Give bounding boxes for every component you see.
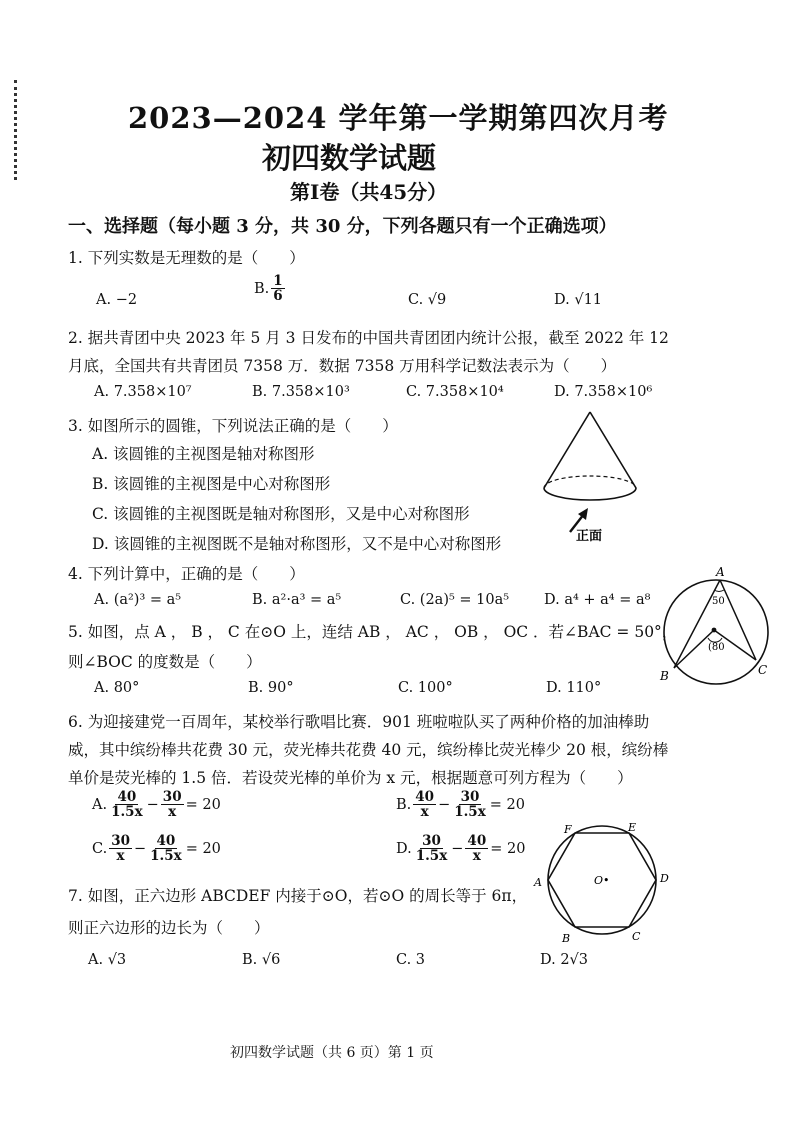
fig5-label-a: A: [716, 566, 725, 579]
q6-a-label: A.: [92, 796, 108, 813]
q1-option-b: [254, 274, 285, 303]
q5-option-d: D. 110°: [546, 680, 602, 696]
q3-option-b: B. 该圆锥的主视图是中心对称图形: [92, 475, 331, 493]
q4-option-d: D. a⁴ + a⁴ = a⁸: [544, 592, 651, 608]
q6-stem-line1: 6. 为迎接建党一百周年，某校举行歌唱比赛．901 班啦啦队买了两种价格的加油棒助: [68, 713, 650, 731]
q6-d-n2: 40: [467, 833, 487, 849]
q6-d-minus: −: [451, 840, 464, 857]
q6-b-n2: 30: [460, 789, 480, 805]
q2-option-a: A. 7.358×10⁷: [94, 384, 192, 400]
q6-d-d2: x: [472, 848, 481, 865]
q6-c-rhs: = 20: [185, 840, 221, 857]
q7-stem-line2: 则正六边形的边长为（ ）: [68, 919, 270, 937]
q6-b-rhs: = 20: [489, 796, 525, 813]
q6-option-d: [396, 834, 525, 863]
q3-option-a: A. 该圆锥的主视图是轴对称图形: [92, 445, 315, 463]
q2-option-b: B. 7.358×10³: [252, 384, 350, 400]
q4-stem: 4. 下列计算中，正确的是（ ）: [68, 565, 305, 583]
fig5-label-c: C: [758, 663, 768, 677]
fig7-label-e: E: [628, 821, 637, 834]
fig7-label-d: D: [660, 872, 669, 885]
q6-b-label: B.: [396, 796, 412, 813]
q1-b-num: 1: [273, 273, 283, 289]
q6-c-d1: x: [116, 848, 125, 865]
q3-stem: 3. 如图所示的圆锥，下列说法正确的是（ ）: [68, 417, 398, 435]
fig7-label-f: F: [564, 823, 572, 836]
q4-option-b: B. a²·a³ = a⁵: [252, 592, 342, 608]
q1-stem: 1. 下列实数是无理数的是（ ）: [68, 249, 305, 267]
q5-stem-line1: 5. 如图，点 A ， B ， C 在⊙O 上，连结 AB ， AC ， OB ， OC ．若∠BAC = 50°，: [68, 623, 678, 641]
circle-angle-figure: [652, 566, 780, 694]
q2-option-c: C. 7.358×10⁴: [406, 384, 504, 400]
q6-a-minus: −: [146, 796, 159, 813]
q7-option-a: A. √3: [88, 952, 127, 968]
cone-front-label: 正面: [576, 529, 603, 544]
q6-a-n2: 30: [162, 789, 182, 805]
q2-stem-line1: 2. 据共青团中央 2023 年 5 月 3 日发布的中国共青团团内统计公报，截至 2022 年 12: [68, 329, 669, 347]
q5-stem-line2: 则∠BOC 的度数是（ ）: [68, 653, 262, 671]
q5-option-b: B. 90°: [248, 680, 294, 696]
q6-c-minus: −: [133, 840, 147, 857]
fig7-label-c: C: [632, 930, 641, 943]
q6-c-d2: 1.5x: [150, 848, 182, 865]
q6-stem-line3: 单价是荧光棒的 1.5 倍．若设荧光棒的单价为 x 元，根据题意可列方程为（ ）: [68, 769, 633, 787]
fig5-angle-a: 50: [712, 596, 725, 607]
page-footer: 初四数学试题（共 6 页）第 1 页: [230, 1045, 434, 1061]
q1-b-label: B.: [254, 280, 270, 297]
cone-figure: [536, 404, 648, 550]
q6-option-b: [396, 790, 525, 819]
q6-d-rhs: = 20: [490, 840, 526, 857]
exam-title: 2023—2024 学年第一学期第四次月考: [128, 101, 669, 135]
q6-option-c: [92, 834, 221, 863]
q7-option-b: B. √6: [242, 952, 281, 968]
binding-dots: [14, 80, 17, 180]
fig7-label-b: B: [562, 932, 571, 945]
q1-option-c: C. √9: [408, 292, 447, 308]
q6-c-n1: 30: [111, 833, 130, 849]
q7-option-d: D. 2√3: [540, 952, 589, 968]
q3-option-c: C. 该圆锥的主视图既是轴对称图形，又是中心对称图形: [92, 505, 470, 523]
q3-option-d: D. 该圆锥的主视图既不是轴对称图形，又不是中心对称图形: [92, 535, 502, 553]
q6-stem-line2: 威，其中缤纷棒共花费 30 元，荧光棒共花费 40 元，缤纷棒比荧光棒少 20 根，缤纷棒: [68, 741, 669, 759]
q6-a-d1: 1.5x: [111, 804, 143, 821]
q5-option-c: C. 100°: [398, 680, 453, 696]
q5-option-a: A. 80°: [94, 680, 140, 696]
q1-option-d: D. √11: [554, 292, 603, 308]
q2-stem-line2: 月底，全国共有共青团员 7358 万．数据 7358 万用科学记数法表示为（ ）: [68, 357, 617, 375]
fig7-label-o: O•: [594, 874, 610, 887]
q1-b-den: 6: [273, 288, 283, 305]
q6-a-d2: x: [168, 804, 177, 821]
fig5-label-b: B: [660, 669, 669, 683]
q6-c-label: C.: [92, 840, 108, 857]
q4-option-a: A. (a²)³ = a⁵: [94, 592, 182, 608]
q6-b-d2: 1.5x: [454, 804, 486, 821]
q6-d-label: D.: [396, 840, 412, 857]
fig7-label-a: A: [534, 876, 542, 889]
volume-heading: 第Ⅰ卷（共45分）: [290, 180, 448, 204]
q7-option-c: C. 3: [396, 952, 426, 968]
q6-b-n1: 40: [415, 789, 435, 805]
q7-stem-line1: 7. 如图，正六边形 ABCDEF 内接于⊙O，若⊙O 的周长等于 6π，: [68, 887, 528, 905]
q6-option-a: [92, 790, 221, 819]
q4-option-c: C. (2a)⁵ = 10a⁵: [400, 592, 510, 608]
q6-c-n2: 40: [156, 833, 176, 849]
exam-subtitle: 初四数学试题: [262, 141, 437, 175]
q6-d-d1: 1.5x: [415, 848, 448, 865]
q6-a-n1: 40: [117, 789, 137, 805]
q6-b-d1: x: [420, 804, 429, 821]
q6-d-n1: 30: [422, 833, 441, 849]
q1-option-a: A. −2: [96, 292, 138, 308]
q2-option-d: D. 7.358×10⁶: [554, 384, 653, 400]
q6-a-rhs: = 20: [185, 796, 221, 813]
section-heading: 一、选择题（每小题 3 分，共 30 分，下列各题只有一个正确选项）: [68, 216, 617, 237]
q6-b-minus: −: [438, 796, 451, 813]
hexagon-figure: [528, 818, 676, 946]
fig5-angle-o: (80: [708, 642, 725, 653]
